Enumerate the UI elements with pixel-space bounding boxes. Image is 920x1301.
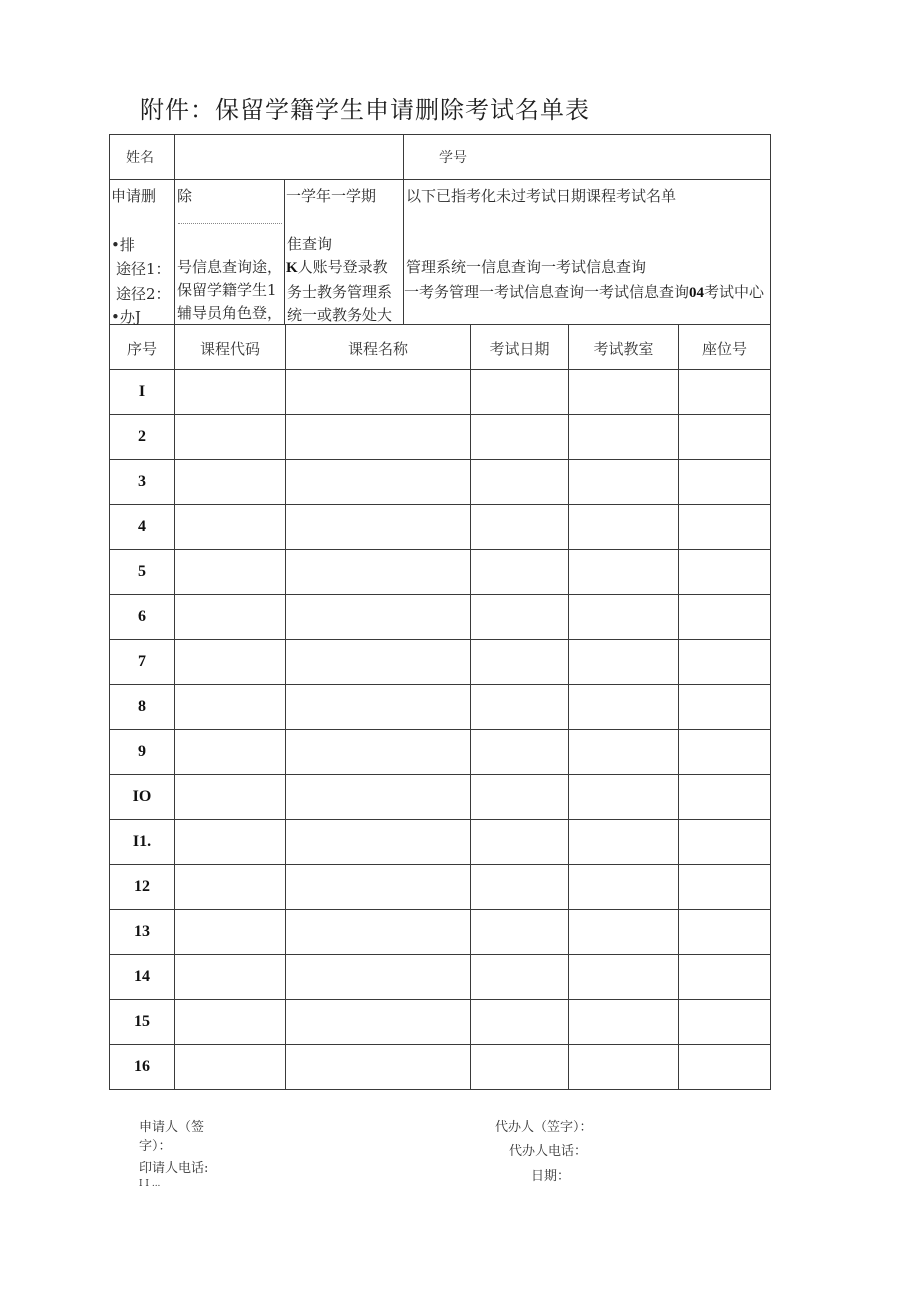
row-divider xyxy=(109,774,771,775)
table-divider xyxy=(109,369,771,370)
row-number: 7 xyxy=(138,653,146,670)
table-divider xyxy=(174,134,175,369)
apply-col2-line1: 除 xyxy=(177,187,193,205)
row-divider xyxy=(109,549,771,550)
page-title: 附件：保留学籍学生申请删除考试名单表 xyxy=(140,96,590,124)
student-id-label: 学号 xyxy=(439,150,467,166)
apply-col3-bold-k: K xyxy=(286,260,298,276)
apply-col4-line1: 以下已指考化未过考试日期课程考试名单 xyxy=(406,187,677,205)
row-divider xyxy=(109,954,771,955)
applicant-date-label: I I ... xyxy=(139,1179,161,1189)
apply-col3-line1: 一学年一学期 xyxy=(286,187,377,205)
apply-col3-line3-text: 人账号登录教 xyxy=(297,258,388,276)
table-divider xyxy=(568,324,569,1090)
row-number: 8 xyxy=(138,698,146,715)
applicant-signature-label-cont: 字）： xyxy=(139,1139,172,1154)
apply-col3-line4: 务士教务管理系 xyxy=(287,283,393,301)
row-number: 13 xyxy=(134,923,150,940)
row-number: 3 xyxy=(138,473,146,490)
table-divider xyxy=(403,179,404,324)
table-divider xyxy=(284,179,285,324)
apply-col2-line2: 号信息查询途， xyxy=(177,258,283,276)
apply-col2-line4: 辅导员角色登， xyxy=(177,304,283,322)
row-divider xyxy=(109,999,771,1000)
table-divider xyxy=(109,324,771,325)
table-divider xyxy=(285,324,286,1090)
row-number: 5 xyxy=(138,563,146,580)
row-divider xyxy=(109,1044,771,1045)
table-divider xyxy=(470,324,471,1090)
apply-label-line1: 申请删 xyxy=(111,187,157,205)
row-divider xyxy=(109,729,771,730)
agent-signature-label: 代办人（笠字）： xyxy=(495,1120,593,1135)
apply-col2-line3: 保留学籍学生1 xyxy=(177,281,277,299)
name-field[interactable] xyxy=(176,136,402,178)
table-divider xyxy=(403,134,404,179)
table-divider xyxy=(109,179,771,180)
row-number: IO xyxy=(132,788,152,805)
row-number: 9 xyxy=(138,743,146,760)
row-number: 16 xyxy=(134,1058,150,1075)
name-label: 姓名 xyxy=(126,150,154,166)
row-divider xyxy=(109,819,771,820)
applicant-signature-label: 申请人（签 xyxy=(139,1120,205,1135)
row-divider xyxy=(109,684,771,685)
row-number: 4 xyxy=(138,518,146,535)
row-divider xyxy=(109,864,771,865)
header-exam-date: 考试日期 xyxy=(489,340,550,358)
apply-col3-line3 xyxy=(286,256,388,277)
row-divider xyxy=(109,594,771,595)
agent-phone-label: 代办人电话： xyxy=(509,1144,588,1159)
row-number: 2 xyxy=(138,428,146,445)
apply-label-line3: 途径1： xyxy=(116,260,171,278)
table-border-right xyxy=(770,134,771,1090)
row-number: I xyxy=(138,383,146,400)
header-exam-room: 考试教室 xyxy=(593,340,654,358)
applicant-phone-label: 印请人电话: xyxy=(139,1161,209,1176)
date-label: 日期： xyxy=(531,1169,571,1184)
apply-col4-bold-04: 04 xyxy=(689,285,705,301)
student-id-field[interactable] xyxy=(500,136,768,178)
table-border-bottom xyxy=(109,1089,771,1090)
header-seq: 序号 xyxy=(126,340,157,358)
row-number: 12 xyxy=(134,878,150,895)
row-number: 6 xyxy=(138,608,146,625)
row-divider xyxy=(109,639,771,640)
apply-col3-line5: 统一或教务处大 xyxy=(287,306,393,324)
apply-label-line4: 途径2： xyxy=(116,285,171,303)
apply-col3-line2: 隹查询 xyxy=(287,235,333,253)
header-course-code: 课程代码 xyxy=(199,340,260,358)
row-number: I1. xyxy=(132,833,152,850)
row-divider xyxy=(109,459,771,460)
apply-col4-line2: 管理系统一信息查询一考试信息查询 xyxy=(406,258,647,276)
header-course-name: 课程名称 xyxy=(347,340,408,358)
apply-label-line2: •排 xyxy=(111,236,135,254)
apply-col4-line3 xyxy=(404,281,764,302)
table-border-top xyxy=(109,134,771,135)
apply-label-line5: •办J xyxy=(111,308,141,326)
row-number: 14 xyxy=(134,968,150,985)
apply-col4-line3-post: 考试中心 xyxy=(704,283,765,301)
apply-col4-line3-pre: 一考务管理一考试信息查询一考试信息查询 xyxy=(404,283,690,301)
header-seat: 座位号 xyxy=(701,340,747,358)
table-divider xyxy=(678,324,679,1090)
row-divider xyxy=(109,414,771,415)
dotted-divider xyxy=(178,223,282,224)
row-divider xyxy=(109,504,771,505)
row-number: 15 xyxy=(134,1013,150,1030)
row-divider xyxy=(109,909,771,910)
